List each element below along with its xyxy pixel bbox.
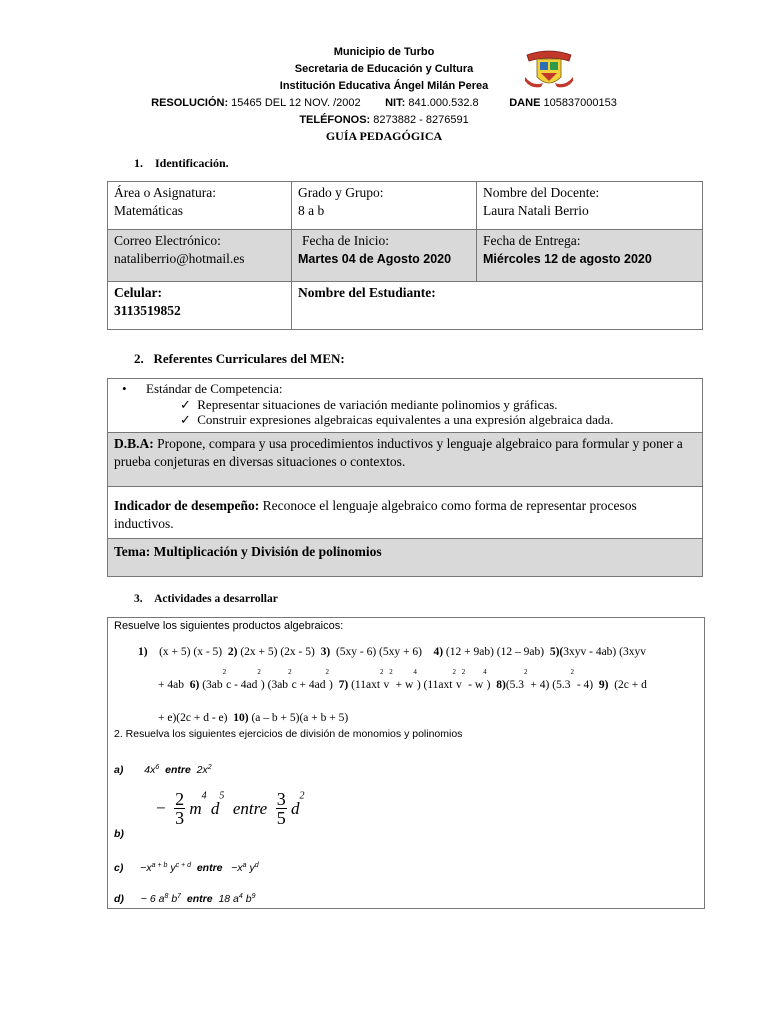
fraction-two-thirds: $\frac{2}{3}$ (175, 789, 185, 828)
header-telefonos (0, 112, 768, 129)
nit-label: NIT: (385, 97, 406, 109)
estudiante-label: Nombre del Estudiante: (298, 285, 436, 300)
header-line2: Secretaria de Educación y Cultura (294, 63, 474, 75)
inicio-value: Martes 04 de Agosto 2020 (298, 252, 452, 266)
exercise-c-label: c) (114, 862, 124, 874)
indicador-cell (108, 487, 703, 539)
dba-label: D.B.A: (114, 436, 154, 451)
grado-label: Grado y Grupo: (298, 185, 384, 200)
area-label: Área o Asignatura: (114, 185, 216, 200)
exercise-c: $c) -x^{a + b}$ $y^{c + d}$ entre $-x^a$ $y^d$ (114, 862, 259, 874)
indicador-text: Reconoce el lenguaje algebraico como forma de representar procesos inductivos. (114, 498, 637, 531)
correo-cell (108, 230, 292, 282)
school-crest-logo (523, 47, 575, 93)
section3-heading (134, 593, 278, 605)
dba-cell (108, 433, 703, 487)
dane-value: 105837000153 (540, 97, 617, 109)
telefonos-label: TELÉFONOS: (299, 114, 371, 126)
products-intro: Resuelve los siguientes productos algebraicos: (114, 620, 344, 632)
exercise-a: a) $4x^6$ entre $2x^2$ (114, 764, 212, 776)
tema-cell: Tema: Multiplicación y División de polinomios (108, 539, 703, 577)
dba-text: Propone, compara y usa procedimientos inductivos y lenguaje algebraico para formular y poner a prueba conjeturas en diversas situaciones o contextos. (114, 436, 683, 469)
resolucion-value: 15465 DEL 12 NOV. /2002 (228, 97, 361, 109)
section1-number: 1. (134, 156, 143, 170)
estandar-item1 (114, 397, 696, 413)
entrega-cell (477, 230, 703, 282)
dane-label: DANE (509, 97, 541, 109)
entre-d: entre (186, 893, 213, 905)
section3-title: Actividades a desarrollar (154, 593, 278, 605)
resolucion-label: RESOLUCIÓN: (151, 97, 229, 109)
docente-value: Laura Natali Berrio (483, 203, 589, 218)
nit-value: 841.000.532.8 (405, 97, 479, 109)
fraction-three-fifths: $\frac{3}{5}$ (276, 789, 286, 828)
telefonos-value: 8273882 - 8276591 (370, 114, 469, 126)
section1-heading (134, 156, 229, 171)
grado-value: 8 a b (298, 203, 325, 218)
entrega-label: Fecha de Entrega (483, 233, 577, 248)
section3-number: 3. (134, 593, 143, 605)
celular-cell (108, 282, 292, 330)
header-resolution-line (0, 95, 768, 112)
division-title: 2. Resuelva los siguientes ejercicios de división de monomios y polinomios (114, 728, 463, 740)
inicio-cell (292, 230, 477, 282)
exercise-b: − $\frac{2}{3}$ $m^4$ $d^5$ entre $\frac{3}{5}$ $d^2$ (156, 789, 305, 828)
area-cell (108, 182, 292, 230)
exercise-b-label: b) (114, 828, 124, 840)
section2-number: 2. (134, 351, 144, 366)
products-list: 1) (x + 5) (x - 5) 2) (2x + 5) (2x - 5) 3) (5xy - 6) (5xy + 6) 4) (12 + 9ab) (12 – 9ab) 5)(3xyv - 4ab) (3xyv + 4ab 6) $(3ab^2c - 4ad^2) (3ab^2c + 4ad^2)$ 7) $(11axt^2v^2 + w^4)$ $(11axt^2v^2 - w^4) 8)(5.3^2 + 4)$ $(5.3^2 - 4)$ 9) (2c + d + e)(2c + d - e) 10) (a – b + 5)(a + b + 5) (138, 646, 647, 724)
identification-table (107, 181, 703, 330)
guide-title: GUÍA PEDAGÓGICA (325, 129, 443, 143)
curricular-table (107, 378, 703, 577)
section2-heading (134, 351, 345, 367)
entre-c: entre (196, 862, 223, 874)
bullet-icon: • (122, 381, 127, 396)
area-value: Matemáticas (114, 203, 183, 218)
exercise-d: d) − 6 $a^8$ $b^7$ entre 18 $a^4$ $b^9$ (114, 893, 256, 905)
checkmark-icon: ✓ (180, 412, 191, 427)
estandar-item2 (114, 412, 696, 428)
entrega-value: Miércoles 12 de agosto 2020 (483, 252, 652, 266)
section1-title: Identificación. (155, 156, 229, 170)
correo-label: Correo Electrónico: (114, 233, 221, 248)
entrega-colon: : (576, 233, 581, 248)
estandar-line (114, 381, 696, 397)
celular-value: 3113519852 (114, 303, 181, 318)
docente-label: Nombre del Docente: (483, 185, 600, 200)
estandar-label: Estándar de Competencia: (146, 381, 283, 396)
entre-a: entre (165, 764, 191, 776)
celular-label: Celular: (114, 285, 162, 300)
header-line3: Institución Educativa Ángel Milán Perea (279, 80, 489, 92)
exercise-d-label: d) (114, 893, 124, 905)
checkmark-icon: ✓ (180, 396, 191, 412)
activities-box (107, 617, 705, 909)
header-line1: Municipio de Turbo (333, 46, 435, 58)
entre-b: entre (232, 798, 268, 818)
inicio-label: Fecha de Inicio: (302, 233, 389, 248)
estandar-item1-text: Representar situaciones de variación mediante polinomios y gráficas. (197, 396, 558, 412)
section2-title: Referentes Curriculares del MEN: (153, 351, 345, 366)
estandar-cell (108, 379, 703, 433)
docente-cell (477, 182, 703, 230)
estudiante-cell (292, 282, 703, 330)
exercise-a-label: a) (114, 764, 124, 776)
correo-value: nataliberrio@hotmail.es (114, 251, 245, 266)
indicador-label: Indicador de desempeño: (114, 498, 260, 513)
estandar-item2-text: Construir expresiones algebraicas equivalentes a una expresión algebraica dada. (197, 412, 614, 427)
entrega-label-line (483, 232, 696, 250)
grado-cell (292, 182, 477, 230)
